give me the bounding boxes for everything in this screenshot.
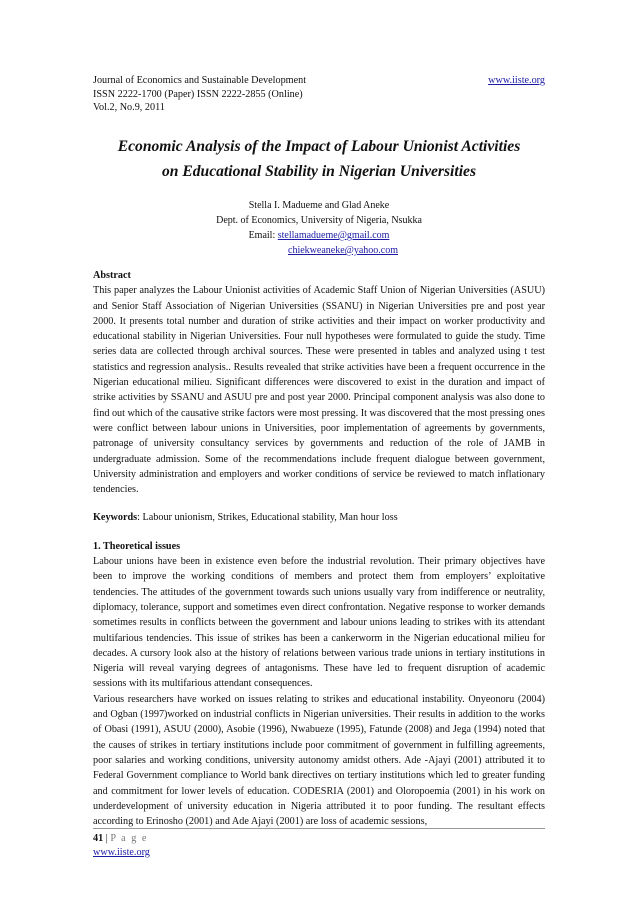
footer-divider: [93, 828, 545, 829]
paper-body: [93, 268, 545, 829]
footer-separator: |: [103, 833, 111, 844]
author-affiliation: Dept. of Economics, University of Nigeria, Nsukka: [216, 215, 422, 226]
author-block: [93, 198, 545, 258]
section-1-heading: 1. Theoretical issues: [93, 540, 181, 552]
volume-line: Vol.2, No.9, 2011: [93, 102, 165, 113]
title-line-1: Economic Analysis of the Impact of Labour Unionist Activities: [117, 138, 521, 155]
section-1-paragraph-2: Various researchers have worked on issues relating to strikes and educational instability. Onyeonoru (2004) and Ogban (1997)worked on industrial conflicts in Nigerian universities. Their results in addition to the works of Obasi (1991), ASUU (2000), Asobie (1996), Nwabueze (1995), Fatunde (2008) and Jega (1994) noted that the causes of strikes in tertiary institutions include poor commitment of government in fulfilling agreements, poor salaries and working conditions, university autonomy amidst others. Ade -Ajayi (2001) attributed it to Federal Government compliance to World bank directives on tertiary institutions which led to greater funding and commitment for lower levels of education. CODESRIA (2001) and Oloropoemia (2001) in his work on underdevelopment of university education in Nigeria attributed it to poor funding. The resultant effects according to Erinosho (2001) and Ade Ajayi (2001) are loss of academic sessions,: [93, 693, 545, 828]
page-word: P a g e: [110, 833, 148, 844]
journal-name: Journal of Economics and Sustainable Development: [93, 75, 307, 86]
header-url-link[interactable]: www.iiste.org: [488, 75, 545, 86]
paper-title: [93, 134, 545, 184]
section-1-paragraph-1: Labour unions have been in existence even before the industrial revolution. Their primary objectives have been to improve the working conditions of members and protect them from employers’ exploitative tendencies. The attitudes of the government towards such unions usually vary from indifference or neutrality, diplomacy, tolerance, support and sometimes even direct confrontation. Negative response to worker demands sometimes results in conflicts between the government and labour unions leading to strikes with its attendant multifarious tendencies. This issue of strikes has been a cankerworm in the Nigerian educational milieu for decades. A cursory look also at the history of relations between various trade unions in tertiary institutions in Nigeria will reveal varying degrees of antagonisms. These have led to frequent disruption of academic sessions with its multifarious attendant consequences.: [93, 556, 545, 690]
keywords-text: : Labour unionism, Strikes, Educational stability, Man hour loss: [137, 512, 398, 524]
footer-url-link[interactable]: www.iiste.org: [93, 846, 150, 858]
keywords-line: [93, 510, 545, 525]
abstract-text: This paper analyzes the Labour Unionist activities of Academic Staff Union of Nigerian Universities (ASUU) and Senior Staff Association of Nigerian Universities (SSANU) in Nigerian Universities pre and post year 2000. It presents total number and duration of strike activities and their impact on worker productivity and educational stability in Nigerian Universities. Four null hypotheses were formulated to guide the study. Time series data are collected through archival sources. These were presented in tables and analyzed using t test statistics and regression analysis.. Results revealed that strike activities have been a frequent occurrence in the Nigerian educational milieu. Significant differences were discovered to exist in the duration and impact of strike activities by SSANU and ASUU pre and post year 2000. Principal component analysis was also done to find out which of the causative strike factors were most pressing. It was discovered that the most pressing ones were conflict between labour unions in Universities, poor implementation of agreements by governments, patronage of university consultancy services by governments and reduction of the role of JAMB in undergraduate admission. Some of the recommendations include frequent dialogue between government, University administration and employers and worker conditions of service be reviewed to match inflationary tendencies.: [93, 285, 545, 496]
author-names: Stella I. Madueme and Glad Aneke: [248, 200, 390, 211]
email-line-2: [93, 243, 545, 258]
issn-line: ISSN 2222-1700 (Paper) ISSN 2222-2855 (Online): [93, 88, 303, 100]
page-footer: [93, 832, 150, 859]
title-line-2: on Educational Stability in Nigerian Universities: [161, 163, 477, 180]
running-header: [93, 74, 545, 115]
abstract-heading: Abstract: [93, 270, 131, 281]
email-label: Email:: [248, 230, 278, 241]
keywords-label: Keywords: [93, 512, 138, 524]
page-number: 41: [93, 833, 104, 844]
email-line: [93, 228, 545, 243]
email-link-2[interactable]: chiekweaneke@yahoo.com: [288, 245, 398, 256]
email-link-1[interactable]: stellamadueme@gmail.com: [277, 230, 390, 241]
